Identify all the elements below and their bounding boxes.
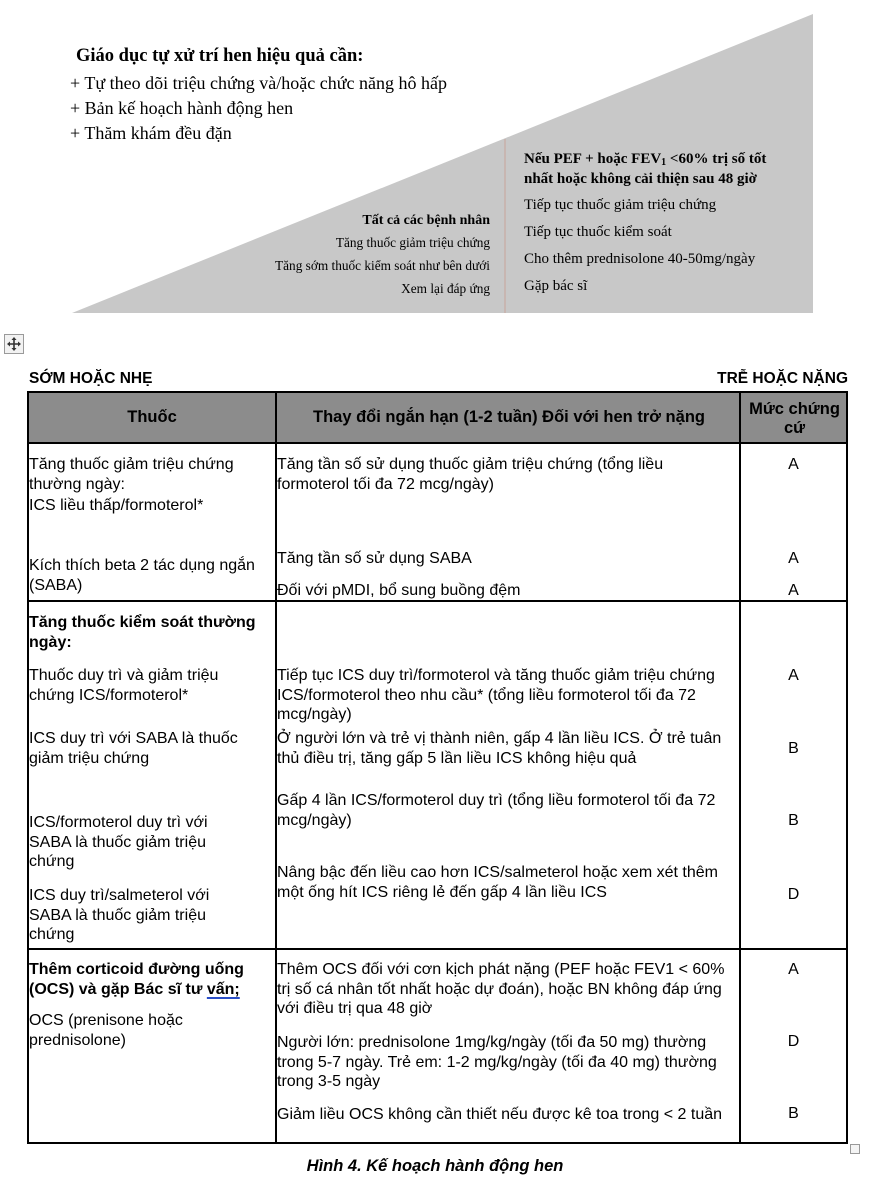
drug-name: ICS duy trì với SABA là thuốc giảm triệu chứng <box>29 730 238 767</box>
section-title-underlined: vấn; <box>206 980 240 998</box>
header-change: Thay đổi ngắn hạn (1-2 tuần) Đối với hen trở nặng <box>313 408 705 426</box>
row-divider <box>29 948 846 950</box>
change-text: Giảm liều OCS không cần thiết nếu được kê toa trong < 2 tuần <box>277 1106 723 1123</box>
severe-title <box>524 150 766 168</box>
evidence-grade: B <box>788 812 799 829</box>
section-title-text: Thêm corticoid đường uống (OCS) và gặp Bác sĩ tư <box>29 961 244 998</box>
change-text: Người lớn: prednisolone 1mg/kg/ngày (tối đa 50 mg) thường trong 5-7 ngày. Trẻ em: 1-2 mg/kg/ngày (tối đa 40 mg) thường trong 3-5 ngày <box>277 1034 717 1090</box>
all-patients-title: Tất cả các bệnh nhân <box>362 213 490 228</box>
severe-title-subscript: 1 <box>661 157 667 168</box>
all-patients-item: Xem lại đáp ứng <box>401 281 490 296</box>
evidence-grade: A <box>788 582 799 599</box>
table-move-handle[interactable] <box>4 334 24 354</box>
scale-label-early: SỚM HOẶC NHẸ <box>29 370 153 387</box>
change-text: Ở người lớn và trẻ vị thành niên, gấp 4 lần liều ICS. Ở trẻ tuân thủ điều trị, tăng gấp 5 lần liều ICS không hiệu quả <box>277 730 722 767</box>
header-drug: Thuốc <box>127 408 177 426</box>
section-drug-title: Tăng thuốc kiểm soát thường ngày: <box>29 614 256 651</box>
severe-title-part1: Nếu PEF + hoặc FEV <box>524 151 662 167</box>
drug-name: Kích thích beta 2 tác dụng ngắn (SABA) <box>29 557 255 594</box>
all-patients-item: Tăng thuốc giảm triệu chứng <box>335 235 490 250</box>
evidence-grade: A <box>788 456 799 473</box>
drug-name: ICS/formoterol duy trì với SABA là thuốc giảm triệu chứng <box>29 814 208 870</box>
severe-item: Tiếp tục thuốc kiểm soát <box>524 224 672 240</box>
scale-label-late: TRỄ HOẶC NẶNG <box>717 370 848 387</box>
drug-name: OCS (prenisone hoặc prednisolone) <box>29 1012 183 1049</box>
evidence-grade: D <box>787 1033 800 1050</box>
evidence-grade: D <box>787 886 800 903</box>
move-arrows-icon <box>7 337 21 351</box>
section-title-suffix: : <box>120 475 125 493</box>
change-text: Tăng tần số sử dụng thuốc giảm triệu chứng (tổng liều formoterol tối đa 72 mcg/ngày) <box>277 456 664 493</box>
severe-title-part2: <60% trị số tốt <box>666 151 767 167</box>
severe-item: Cho thêm prednisolone 40-50mg/ngày <box>524 251 756 267</box>
education-title: Giáo dục tự xử trí hen hiệu quả cần: <box>76 46 364 66</box>
severe-title-line2: nhất hoặc không cải thiện sau 48 giờ <box>524 171 757 187</box>
evidence-grade: B <box>788 740 799 757</box>
figure-caption: Hình 4. Kế hoạch hành động hen <box>306 1157 564 1175</box>
section-drug-title <box>29 960 275 999</box>
education-item: + Bản kế hoạch hành động hen <box>70 98 294 118</box>
change-text: Nâng bậc đến liều cao hơn ICS/salmeterol hoặc xem xét thêm một ống hít ICS riêng lẻ đến gấp 4 lần liều ICS <box>277 864 718 901</box>
table-resize-handle[interactable] <box>850 1144 860 1154</box>
severe-item: Tiếp tục thuốc giảm triệu chứng <box>524 197 717 213</box>
section-drug-title <box>29 455 269 494</box>
change-text: Thêm OCS đối với cơn kịch phát nặng (PEF hoặc FEV1 < 60% trị số cá nhân tốt nhất hoặc dự đoán), hoặc BN không đáp ứng với điều trị qua 48 giờ <box>277 961 725 1017</box>
section-title-text: Tăng thuốc giảm triệu chứng thường ngày <box>29 456 234 493</box>
change-text: Đối với pMDI, bổ sung buồng đệm <box>277 582 521 599</box>
severe-item: Gặp bác sĩ <box>524 278 588 294</box>
action-plan-table <box>27 391 848 1144</box>
evidence-grade: A <box>788 550 799 567</box>
education-item: + Tự theo dõi triệu chứng và/hoặc chức năng hô hấp <box>70 73 447 93</box>
header-evidence: Mức chứng cứ <box>749 399 840 437</box>
evidence-grade: A <box>788 667 799 684</box>
education-item: + Thăm khám đều đặn <box>70 123 232 143</box>
evidence-grade: B <box>788 1105 799 1122</box>
change-text: Tiếp tục ICS duy trì/formoterol và tăng thuốc giảm triệu chứng ICS/formoterol theo nhu cầu* (tổng liều formoterol tối đa 72 mcg/ngày) <box>277 667 715 723</box>
evidence-grade: A <box>788 961 799 978</box>
all-patients-item: Tăng sớm thuốc kiểm soát như bên dưới <box>275 258 490 273</box>
drug-name: Thuốc duy trì và giảm triệu chứng ICS/formoterol* <box>29 667 219 704</box>
change-text: Gấp 4 lần ICS/formoterol duy trì (tổng liều formoterol tối đa 72 mcg/ngày) <box>277 792 716 829</box>
drug-name: ICS duy trì/salmeterol với SABA là thuốc giảm triệu chứng <box>29 887 210 943</box>
change-text: Tăng tần số sử dụng SABA <box>277 550 472 567</box>
drug-name: ICS liều thấp/formoterol* <box>29 497 204 514</box>
